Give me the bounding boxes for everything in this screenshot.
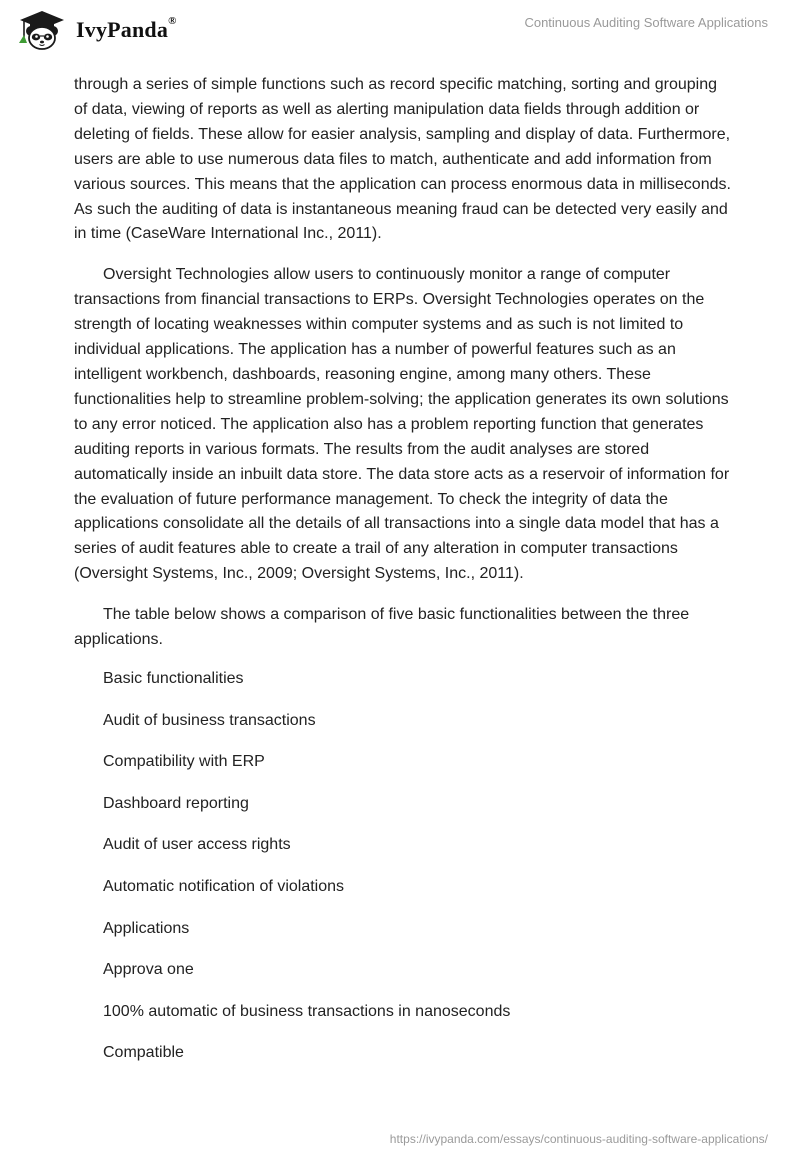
paragraph: The table below shows a comparison of five basic functionalities between the three applications. xyxy=(74,606,690,649)
essay-content xyxy=(74,73,734,1085)
paragraph: Oversight Technologies allow users to continuously monitor a range of computer transactions from financial transactions to ERPs. Oversight Technologies operates on the strength of locating weaknesses within computer systems and as such is not limited to individual applications. The application has a number of powerful features such as an intelligent workbench, dashboards, reasoning engine, among many others. These functionalities help to streamline problem-solving; the application generates its own solutions to any error noticed. The application also has a problem reporting function that generates auditing reports in various formats. The results from the audit analyses are stored automatically inside an inbuilt data store. The data store acts as a reservoir of information for the evaluation of future performance management. To check the integrity of data the applications consolidate all the details of all transactions into a single data model that has a series of audit features able to create a trail of any alteration in computer transactions (Oversight Systems, Inc., 2009; Oversight Systems, Inc., 2011). xyxy=(74,266,730,583)
document-title: Continuous Auditing Software Applications xyxy=(524,15,768,30)
table-item: Approva one xyxy=(103,961,194,979)
table-item: Basic functionalities xyxy=(103,669,244,687)
table-item: Audit of business transactions xyxy=(103,711,316,729)
table-item: Applications xyxy=(103,919,190,937)
table-item: Dashboard reporting xyxy=(103,794,249,812)
table-item: Audit of user access rights xyxy=(103,836,291,854)
panda-graduate-icon xyxy=(14,9,70,51)
page-header xyxy=(0,0,800,70)
brand-name: IvyPanda® xyxy=(76,15,177,42)
paragraph: through a series of simple functions such as record specific matching, sorting and grouping of data, viewing of reports as well as alerting manipulation data fields through addition or deleting of fields. These allow for easier analysis, sampling and display of data. Furthermore, users are able to use numerous data files to match, authenticate and add information from various sources. This means that the application can process enormous data in milliseconds. As such the auditing of data is instantaneous meaning fraud can be detected very easily and in time (CaseWare International Inc., 2011). xyxy=(74,76,731,243)
comparison-table-list xyxy=(74,669,734,1063)
ivypanda-logo[interactable] xyxy=(14,9,177,51)
table-item: 100% automatic of business transactions in nanoseconds xyxy=(103,1002,511,1020)
registered-mark: ® xyxy=(168,15,177,27)
table-item: Compatibility with ERP xyxy=(103,753,265,771)
table-item: Automatic notification of violations xyxy=(103,877,345,895)
source-url[interactable]: https://ivypanda.com/essays/continuous-auditing-software-applications/ xyxy=(389,1132,768,1146)
table-item: Compatible xyxy=(103,1044,184,1062)
